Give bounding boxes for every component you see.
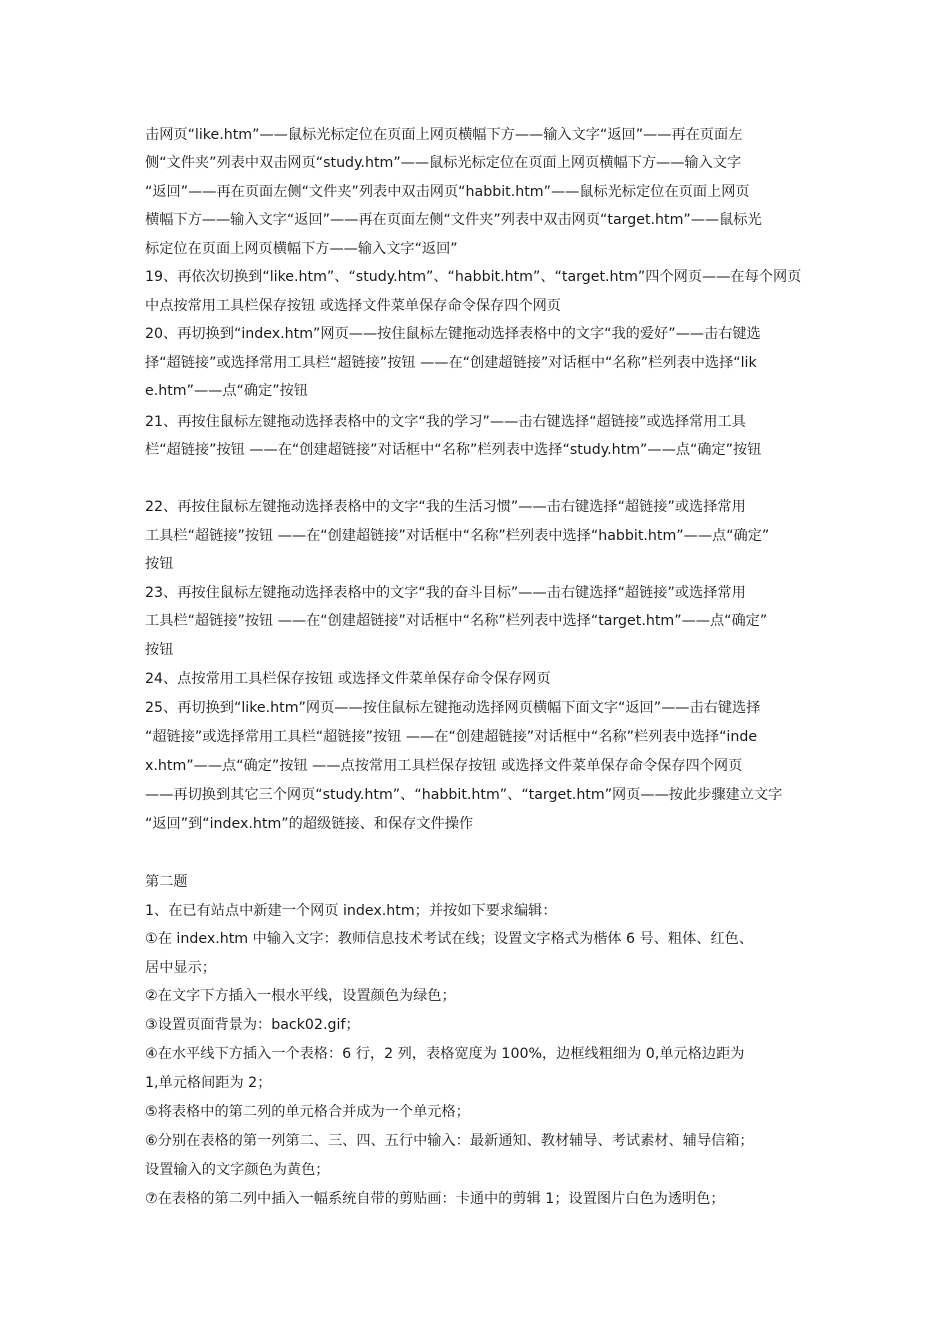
- text-line: 栏“超链接”按钮 ——在“创建超链接”对话框中“名称”栏列表中选择“study.htm”——点“确定”按钮: [145, 442, 762, 458]
- text-line: 中点按常用工具栏保存按钮 或选择文件菜单保存命令保存四个网页: [145, 298, 561, 314]
- text-line: 居中显示；: [145, 960, 216, 976]
- section-heading: 第二题: [145, 874, 188, 890]
- text-line: ⑥分别在表格的第一列第二、三、四、五行中输入：最新通知、教材辅导、考试素材、辅导信箱；: [145, 1133, 754, 1149]
- text-line: 设置输入的文字颜色为黄色；: [145, 1162, 330, 1178]
- text-line: e.htm”——点“确定”按钮: [145, 383, 308, 399]
- text-line: ①在 index.htm 中输入文字：教师信息技术考试在线；设置文字格式为楷体 6 号、粗体、红色、: [145, 931, 754, 947]
- step-23-line: 23、再按住鼠标左键拖动选择表格中的文字“我的奋斗目标”——击右键选择“超链接”或选择常用: [145, 585, 746, 601]
- text-line: “返回”到“index.htm”的超级链接、和保存文件操作: [145, 816, 474, 832]
- text-line: ④在水平线下方插入一个表格：6 行，2 列，表格宽度为 100%，边框线粗细为 0,单元格边距为: [145, 1046, 745, 1062]
- text-line: 择“超链接”或选择常用工具栏“超链接”按钮 ——在“创建超链接”对话框中“名称”栏列表中选择“lik: [145, 355, 757, 371]
- step-19-line: 19、再依次切换到“like.htm”、“study.htm”、“habbit.htm”、“target.htm”四个网页——在每个网页: [145, 269, 802, 285]
- text-line: 按钮: [145, 642, 174, 658]
- text-line: ——再切换到其它三个网页“study.htm”、“habbit.htm”、“target.htm”网页——按此步骤建立文字: [145, 787, 783, 803]
- text-line: 标定位在页面上网页横幅下方——输入文字“返回”: [145, 241, 458, 257]
- text-line: 1,单元格间距为 2；: [145, 1075, 272, 1091]
- text-line: 工具栏“超链接”按钮 ——在“创建超链接”对话框中“名称”栏列表中选择“target.htm”——点“确定”: [145, 613, 768, 629]
- step-20-line: 20、再切换到“index.htm”网页——按住鼠标左键拖动选择表格中的文字“我的爱好”——击右键选: [145, 326, 761, 342]
- text-line: “超链接”或选择常用工具栏“超链接”按钮 ——在“创建超链接”对话框中“名称”栏列表中选择“inde: [145, 729, 758, 745]
- text-line: ②在文字下方插入一根水平线，设置颜色为绿色；: [145, 988, 456, 1004]
- step-24-line: 24、点按常用工具栏保存按钮 或选择文件菜单保存命令保存网页: [145, 671, 551, 687]
- step-21-line: 21、再按住鼠标左键拖动选择表格中的文字“我的学习”——击右键选择“超链接”或选择常用工具: [145, 414, 746, 430]
- text-line: 侧“文件夹”列表中双击网页“study.htm”——鼠标光标定位在页面上网页横幅下方——输入文字: [145, 155, 742, 171]
- text-line: ⑦在表格的第二列中插入一幅系统自带的剪贴画：卡通中的剪辑 1；设置图片白色为透明色；: [145, 1191, 725, 1207]
- text-line: ③设置页面背景为：back02.gif；: [145, 1017, 360, 1033]
- step-25-line: 25、再切换到“like.htm”网页——按住鼠标左键拖动选择网页横幅下面文字“返回”——击右键选择: [145, 700, 761, 716]
- text-line: 击网页“like.htm”——鼠标光标定位在页面上网页横幅下方——输入文字“返回”——再在页面左: [145, 127, 743, 143]
- text-line: “返回”——再在页面左侧“文件夹”列表中双击网页“habbit.htm”——鼠标光标定位在页面上网页: [145, 184, 750, 200]
- text-line: x.htm”——点“确定”按钮 ——点按常用工具栏保存按钮 或选择文件菜单保存命令保存四个网页: [145, 758, 743, 774]
- step-22-line: 22、再按住鼠标左键拖动选择表格中的文字“我的生活习惯”——击右键选择“超链接”或选择常用: [145, 499, 746, 515]
- text-line: 工具栏“超链接”按钮 ——在“创建超链接”对话框中“名称”栏列表中选择“habbit.htm”——点“确定”: [145, 528, 770, 544]
- text-line: 横幅下方——输入文字“返回”——再在页面左侧“文件夹”列表中双击网页“target.htm”——鼠标光: [145, 212, 762, 228]
- text-line: 按钮: [145, 556, 174, 572]
- text-line: ⑤将表格中的第二列的单元格合并成为一个单元格；: [145, 1104, 470, 1120]
- task-1-line: 1、在已有站点中新建一个网页 index.htm；并按如下要求编辑：: [145, 903, 557, 919]
